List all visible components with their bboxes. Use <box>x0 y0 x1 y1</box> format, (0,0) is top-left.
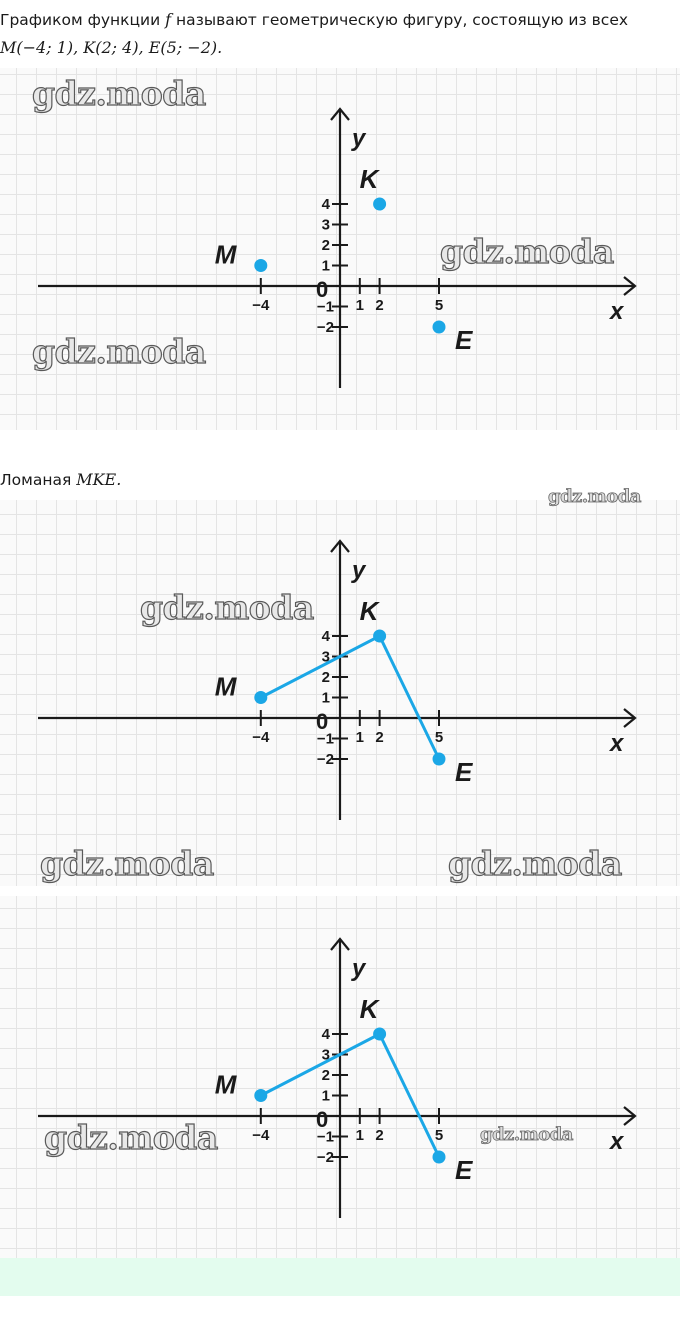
graph-polyline-panel-2 <box>0 896 680 1258</box>
point-k <box>373 630 386 643</box>
point-label-m: M <box>214 1069 237 1100</box>
y-tick-label: 2 <box>321 1067 330 1084</box>
x-axis-label: x <box>610 298 624 325</box>
y-tick-label: 1 <box>321 257 330 275</box>
watermark: gdz.moda <box>480 1124 573 1145</box>
answer-band <box>0 1258 680 1296</box>
point-m <box>254 259 267 272</box>
point-m <box>254 691 267 704</box>
x-tick-label: −4 <box>252 729 270 746</box>
y-tick-label: −2 <box>316 751 334 768</box>
point-label-k: K <box>359 994 379 1024</box>
caption-math: MKE. <box>76 470 122 489</box>
y-tick-label: 3 <box>321 216 330 234</box>
x-tick-label: 5 <box>434 729 444 746</box>
watermark: gdz.moda <box>40 844 214 883</box>
x-tick-label: 2 <box>375 297 384 314</box>
y-tick-label: 1 <box>321 1087 330 1105</box>
point-m <box>254 1089 267 1102</box>
watermark: gdz.moda <box>44 1118 218 1157</box>
y-tick-label: −1 <box>316 298 334 316</box>
y-tick-label: 3 <box>321 648 330 666</box>
origin-label: 0 <box>316 277 329 302</box>
y-tick-label: 4 <box>321 628 330 645</box>
point-label-e: E <box>455 1155 473 1185</box>
intro-part-2: называют геометрическую фигуру, состоящую из всех <box>171 11 629 29</box>
point-e <box>433 321 446 334</box>
watermark: gdz.moda <box>32 74 206 113</box>
x-axis-label: x <box>610 730 624 757</box>
graph-polyline-panel <box>0 486 680 886</box>
caption <box>0 470 121 489</box>
point-label-k: K <box>359 164 379 194</box>
y-tick-label: −1 <box>316 730 334 748</box>
y-tick-label: 2 <box>321 237 330 254</box>
y-axis-label: y <box>352 557 366 584</box>
point-label-e: E <box>455 325 473 355</box>
intro-part-1: Графиком функции <box>0 11 166 29</box>
point-label-m: M <box>214 239 237 270</box>
function-name: f <box>165 10 172 29</box>
y-axis-label: y <box>352 955 366 982</box>
y-tick-label: 4 <box>321 196 330 213</box>
intro-text <box>0 6 676 62</box>
x-tick-label: 1 <box>355 1127 364 1144</box>
point-e <box>433 1151 446 1164</box>
origin-label: 0 <box>316 1107 329 1132</box>
x-tick-label: 5 <box>434 1127 444 1144</box>
y-tick-label: −2 <box>316 1149 334 1166</box>
y-tick-label: 3 <box>321 1046 330 1064</box>
point-e <box>433 753 446 766</box>
origin-label: 0 <box>316 709 329 734</box>
graph-points-panel <box>0 68 680 430</box>
point-label-m: M <box>214 671 237 702</box>
y-axis-label: y <box>352 125 366 152</box>
watermark: gdz.moda <box>32 332 206 371</box>
point-k <box>373 1028 386 1041</box>
x-tick-label: 2 <box>375 729 384 746</box>
watermark: gdz.moda <box>440 232 614 271</box>
y-tick-label: 2 <box>321 669 330 686</box>
y-tick-label: 1 <box>321 689 330 707</box>
x-tick-label: 1 <box>355 297 364 314</box>
point-label-k: K <box>359 596 379 626</box>
watermark: gdz.moda <box>448 844 622 883</box>
intro-points: M(−4; 1), K(2; 4), E(5; −2). <box>0 38 223 57</box>
y-tick-label: 4 <box>321 1026 330 1043</box>
y-tick-label: −2 <box>316 319 334 336</box>
x-tick-label: 1 <box>355 729 364 746</box>
x-tick-label: 5 <box>434 297 444 314</box>
graph-polyline-svg-2 <box>0 896 680 1258</box>
point-label-e: E <box>455 757 473 787</box>
x-tick-label: 2 <box>375 1127 384 1144</box>
graph-polyline-svg <box>0 500 680 886</box>
y-tick-label: −1 <box>316 1128 334 1146</box>
point-k <box>373 198 386 211</box>
x-tick-label: −4 <box>252 1127 270 1144</box>
x-tick-label: −4 <box>252 297 270 314</box>
caption-text: Ломаная <box>0 471 77 489</box>
watermark: gdz.moda <box>548 486 641 507</box>
polyline-mke <box>261 636 439 759</box>
watermark: gdz.moda <box>140 588 314 627</box>
polyline-mke <box>261 1034 439 1157</box>
x-axis-label: x <box>610 1128 624 1155</box>
